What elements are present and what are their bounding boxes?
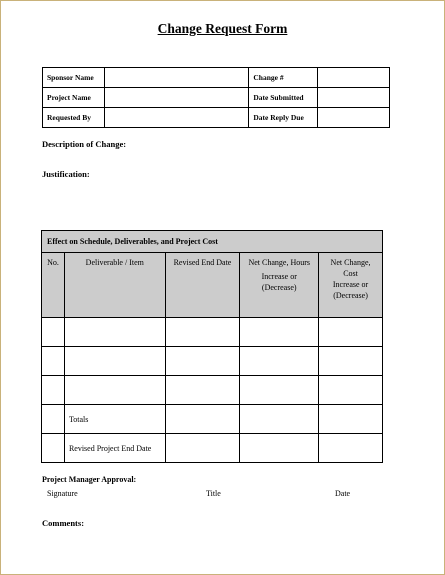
sponsor-name-field[interactable] bbox=[104, 68, 248, 88]
table-cell[interactable] bbox=[165, 318, 240, 347]
table-cell[interactable] bbox=[165, 376, 240, 405]
header-line: Net Change, bbox=[330, 258, 371, 267]
title-label: Title bbox=[206, 489, 221, 498]
table-cell[interactable] bbox=[319, 347, 383, 376]
description-label: Description of Change: bbox=[42, 139, 127, 149]
column-header-net-change-cost bbox=[319, 253, 383, 318]
table-cell[interactable] bbox=[240, 405, 319, 434]
project-name-field[interactable] bbox=[104, 88, 248, 108]
column-header-no: No. bbox=[42, 253, 65, 318]
justification-label: Justification: bbox=[42, 169, 90, 179]
date-reply-due-label: Date Reply Due bbox=[249, 108, 318, 128]
header-line: Net Change, Hours bbox=[248, 258, 310, 267]
revised-project-end-date-label: Revised Project End Date bbox=[64, 434, 165, 463]
table-row bbox=[42, 318, 383, 347]
column-header-revised-end-date: Revised End Date bbox=[165, 253, 240, 318]
effect-table bbox=[41, 230, 383, 463]
table-cell[interactable] bbox=[240, 318, 319, 347]
table-cell[interactable] bbox=[240, 347, 319, 376]
table-cell[interactable] bbox=[64, 318, 165, 347]
date-submitted-field[interactable] bbox=[318, 88, 390, 108]
table-row bbox=[43, 108, 390, 128]
column-header-net-change-hours bbox=[240, 253, 319, 318]
table-cell bbox=[42, 405, 65, 434]
table-cell[interactable] bbox=[165, 347, 240, 376]
date-reply-due-field[interactable] bbox=[318, 108, 390, 128]
totals-label: Totals bbox=[64, 405, 165, 434]
signature-label: Signature bbox=[47, 489, 78, 498]
table-cell[interactable] bbox=[319, 405, 383, 434]
requested-by-label: Requested By bbox=[43, 108, 105, 128]
table-cell[interactable] bbox=[165, 405, 240, 434]
approval-label: Project Manager Approval: bbox=[42, 475, 137, 484]
totals-row bbox=[42, 405, 383, 434]
table-cell bbox=[42, 434, 65, 463]
change-number-field[interactable] bbox=[318, 68, 390, 88]
project-name-label: Project Name bbox=[43, 88, 105, 108]
change-number-label: Change # bbox=[249, 68, 318, 88]
column-header-deliverable: Deliverable / Item bbox=[64, 253, 165, 318]
table-row bbox=[42, 376, 383, 405]
header-line: Increase or bbox=[332, 280, 369, 289]
table-cell[interactable] bbox=[42, 347, 65, 376]
request-info-table bbox=[42, 67, 390, 128]
header-line: (Decrease) bbox=[333, 291, 368, 300]
date-submitted-label: Date Submitted bbox=[249, 88, 318, 108]
header-line: Increase or bbox=[261, 272, 297, 281]
header-line: Cost bbox=[343, 269, 358, 278]
table-cell[interactable] bbox=[42, 318, 65, 347]
effect-table-title: Effect on Schedule, Deliverables, and Project Cost bbox=[42, 231, 383, 253]
table-cell[interactable] bbox=[42, 376, 65, 405]
table-cell[interactable] bbox=[165, 434, 240, 463]
form-title: Change Request Form bbox=[157, 21, 288, 36]
table-cell[interactable] bbox=[64, 347, 165, 376]
comments-label: Comments: bbox=[42, 518, 85, 528]
table-cell[interactable] bbox=[240, 376, 319, 405]
table-row bbox=[42, 347, 383, 376]
table-cell[interactable] bbox=[319, 376, 383, 405]
table-cell[interactable] bbox=[240, 434, 319, 463]
table-row bbox=[43, 68, 390, 88]
table-cell[interactable] bbox=[64, 376, 165, 405]
table-cell[interactable] bbox=[319, 434, 383, 463]
sponsor-name-label: Sponsor Name bbox=[43, 68, 105, 88]
table-row bbox=[43, 88, 390, 108]
revised-end-date-row bbox=[42, 434, 383, 463]
header-line: (Decrease) bbox=[261, 283, 297, 292]
table-cell[interactable] bbox=[319, 318, 383, 347]
requested-by-field[interactable] bbox=[104, 108, 248, 128]
date-label: Date bbox=[335, 489, 351, 498]
